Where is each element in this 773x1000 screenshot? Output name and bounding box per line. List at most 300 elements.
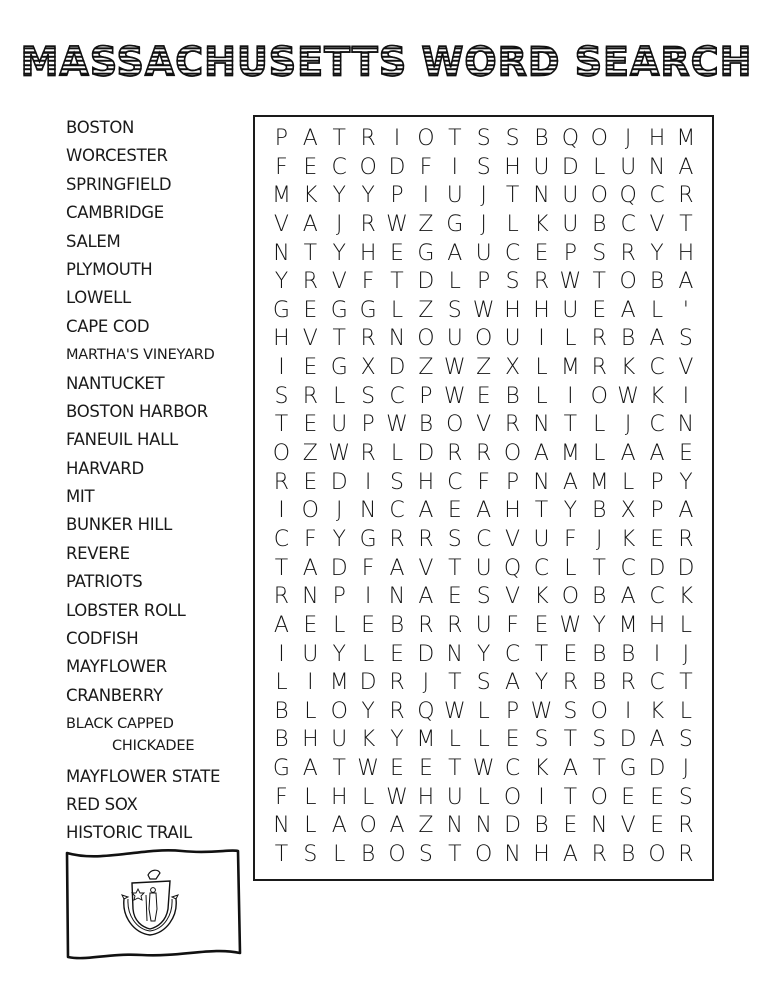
grid-cell[interactable]: F <box>304 526 317 552</box>
grid-cell[interactable]: L <box>390 441 404 467</box>
grid-cell[interactable]: F <box>477 469 490 495</box>
grid-cell[interactable]: C <box>504 756 521 782</box>
grid-cell[interactable]: R <box>273 584 290 610</box>
grid-cell[interactable]: H <box>330 784 348 810</box>
grid-cell[interactable]: O <box>417 126 435 151</box>
grid-cell[interactable]: A <box>418 498 434 524</box>
grid-cell[interactable]: J <box>335 498 343 524</box>
grid-cell[interactable]: G <box>272 297 290 323</box>
grid-cell[interactable]: R <box>591 842 607 868</box>
grid-cell[interactable]: E <box>650 813 664 839</box>
grid-cell[interactable]: S <box>563 698 578 724</box>
grid-cell[interactable]: F <box>564 526 577 552</box>
grid-cell[interactable]: A <box>447 240 463 266</box>
grid-cell[interactable]: E <box>650 526 664 552</box>
grid-cell[interactable]: C <box>389 498 405 524</box>
grid-cell[interactable]: A <box>678 154 694 180</box>
grid-cell[interactable]: M <box>589 469 609 495</box>
grid-cell[interactable]: C <box>649 355 665 381</box>
grid-cell[interactable]: B <box>534 813 549 839</box>
grid-cell[interactable]: T <box>274 412 289 438</box>
grid-cell[interactable]: U <box>562 297 579 323</box>
grid-cell[interactable]: B <box>592 641 607 667</box>
grid-cell[interactable]: Z <box>418 297 434 323</box>
grid-cell[interactable]: W <box>559 269 582 295</box>
grid-cell[interactable]: O <box>301 498 319 524</box>
grid-cell[interactable]: R <box>678 526 694 552</box>
grid-cell[interactable]: C <box>273 526 290 552</box>
grid-cell[interactable]: G <box>359 297 377 323</box>
grid-cell[interactable]: T <box>274 555 289 581</box>
grid-cell[interactable]: T <box>448 126 462 151</box>
grid-cell[interactable]: S <box>505 126 520 151</box>
grid-cell[interactable]: S <box>447 526 462 552</box>
grid-cell[interactable]: J <box>682 756 690 782</box>
grid-cell[interactable]: N <box>359 498 377 524</box>
grid-cell[interactable]: P <box>563 240 577 266</box>
grid-cell[interactable]: W <box>328 441 351 467</box>
grid-cell[interactable]: U <box>504 326 521 352</box>
grid-cell[interactable]: Q <box>417 698 435 724</box>
grid-cell[interactable]: H <box>648 612 666 638</box>
grid-cell[interactable]: Y <box>679 469 693 495</box>
grid-cell[interactable]: O <box>619 269 637 295</box>
grid-cell[interactable]: S <box>303 842 318 868</box>
grid-cell[interactable]: N <box>504 842 521 868</box>
grid-cell[interactable]: S <box>678 727 693 753</box>
grid-cell[interactable]: A <box>389 813 405 839</box>
grid-cell[interactable]: H <box>359 240 377 266</box>
grid-cell[interactable]: H <box>533 842 550 868</box>
grid-cell[interactable]: S <box>592 240 607 266</box>
grid-cell[interactable]: W <box>386 784 408 810</box>
grid-cell[interactable]: A <box>620 297 636 323</box>
grid-cell[interactable]: B <box>649 269 665 295</box>
grid-cell[interactable]: A <box>678 269 694 295</box>
grid-cell[interactable]: T <box>332 126 346 151</box>
grid-cell[interactable]: R <box>360 211 376 237</box>
grid-cell[interactable]: L <box>477 784 490 810</box>
grid-cell[interactable]: I <box>451 154 459 180</box>
grid-cell[interactable]: E <box>303 469 318 495</box>
grid-cell[interactable]: H <box>677 240 695 266</box>
grid-cell[interactable]: F <box>361 555 375 581</box>
grid-cell[interactable]: T <box>563 412 578 438</box>
grid-cell[interactable]: E <box>390 240 404 266</box>
grid-cell[interactable]: U <box>446 326 463 352</box>
grid-cell[interactable]: W <box>386 412 408 438</box>
grid-cell[interactable]: K <box>620 526 636 552</box>
grid-cell[interactable]: E <box>303 154 318 180</box>
grid-cell[interactable]: J <box>624 126 632 151</box>
grid-cell[interactable]: E <box>534 612 549 638</box>
grid-cell[interactable]: R <box>360 441 376 467</box>
grid-cell[interactable]: L <box>679 698 693 724</box>
grid-cell[interactable]: A <box>302 126 318 151</box>
grid-cell[interactable]: N <box>446 813 464 839</box>
grid-cell[interactable]: R <box>591 326 607 352</box>
grid-cell[interactable]: J <box>595 526 603 552</box>
grid-cell[interactable]: N <box>388 584 406 610</box>
grid-cell[interactable]: O <box>359 154 377 180</box>
grid-cell[interactable]: M <box>560 441 580 467</box>
grid-cell[interactable]: L <box>390 297 404 323</box>
grid-cell[interactable]: N <box>591 813 608 839</box>
grid-cell[interactable]: B <box>592 211 607 237</box>
grid-cell[interactable]: W <box>530 698 553 724</box>
grid-cell[interactable]: P <box>361 412 375 438</box>
grid-cell[interactable]: Y <box>592 612 606 638</box>
grid-cell[interactable]: R <box>678 183 694 209</box>
grid-cell[interactable]: N <box>533 183 550 209</box>
grid-cell[interactable]: D <box>359 670 377 696</box>
grid-cell[interactable]: T <box>592 269 606 295</box>
grid-cell[interactable]: I <box>307 670 314 696</box>
grid-cell[interactable]: A <box>302 555 318 581</box>
grid-cell[interactable]: V <box>331 269 347 295</box>
grid-cell[interactable]: U <box>475 555 492 581</box>
grid-cell[interactable]: O <box>503 784 522 810</box>
grid-cell[interactable]: T <box>679 211 693 237</box>
grid-cell[interactable]: D <box>417 641 435 667</box>
grid-cell[interactable]: U <box>562 183 579 209</box>
grid-cell[interactable]: D <box>504 813 522 839</box>
grid-cell[interactable]: G <box>272 756 290 782</box>
grid-cell[interactable]: N <box>475 813 492 839</box>
grid-cell[interactable]: O <box>561 584 580 610</box>
grid-cell[interactable]: O <box>590 126 608 151</box>
grid-cell[interactable]: R <box>504 412 521 438</box>
grid-cell[interactable]: L <box>361 641 375 667</box>
grid-cell[interactable]: B <box>620 326 636 352</box>
grid-cell[interactable]: N <box>648 154 666 180</box>
grid-cell[interactable]: R <box>562 670 578 696</box>
grid-cell[interactable]: P <box>274 126 289 151</box>
grid-cell[interactable]: R <box>302 383 318 409</box>
grid-cell[interactable]: G <box>417 240 435 266</box>
grid-cell[interactable]: L <box>361 784 375 810</box>
grid-cell[interactable]: W <box>443 355 466 381</box>
grid-cell[interactable]: D <box>388 355 406 381</box>
grid-cell[interactable]: I <box>567 383 574 409</box>
grid-cell[interactable]: A <box>302 756 318 782</box>
grid-cell[interactable]: P <box>332 584 346 610</box>
grid-cell[interactable]: W <box>472 756 495 782</box>
grid-cell[interactable]: F <box>275 154 288 180</box>
grid-cell[interactable]: V <box>302 326 318 352</box>
grid-cell[interactable]: Z <box>418 355 434 381</box>
grid-cell[interactable]: S <box>476 670 491 696</box>
grid-cell[interactable]: L <box>564 326 577 352</box>
grid-cell[interactable]: O <box>417 326 435 352</box>
grid-cell[interactable]: T <box>332 756 346 782</box>
grid-cell[interactable]: Y <box>332 240 346 266</box>
grid-cell[interactable]: C <box>649 412 665 438</box>
grid-cell[interactable]: W <box>386 211 408 237</box>
grid-cell[interactable]: B <box>592 670 607 696</box>
grid-cell[interactable]: L <box>593 441 606 467</box>
grid-cell[interactable]: W <box>472 297 495 323</box>
grid-cell[interactable]: I <box>682 383 690 409</box>
grid-cell[interactable]: D <box>648 555 666 581</box>
grid-cell[interactable]: O <box>388 842 406 868</box>
grid-cell[interactable]: L <box>333 842 346 868</box>
grid-cell[interactable]: B <box>505 383 520 409</box>
grid-cell[interactable]: C <box>649 183 665 209</box>
grid-cell[interactable]: P <box>505 698 520 724</box>
grid-cell[interactable]: A <box>620 441 636 467</box>
grid-cell[interactable]: E <box>447 584 462 610</box>
grid-cell[interactable]: U <box>562 211 579 237</box>
grid-cell[interactable]: E <box>678 441 693 467</box>
grid-cell[interactable]: D <box>388 154 406 180</box>
grid-cell[interactable]: V <box>476 412 492 438</box>
grid-cell[interactable]: R <box>620 240 636 266</box>
grid-cell[interactable]: P <box>477 269 491 295</box>
grid-cell[interactable]: A <box>649 326 665 352</box>
grid-cell[interactable]: E <box>592 297 607 323</box>
grid-cell[interactable]: L <box>535 355 548 381</box>
grid-cell[interactable]: L <box>593 412 606 438</box>
grid-cell[interactable]: R <box>591 355 607 381</box>
grid-cell[interactable]: R <box>418 526 434 552</box>
grid-cell[interactable]: A <box>418 584 434 610</box>
grid-cell[interactable]: H <box>273 326 290 352</box>
grid-cell[interactable]: O <box>648 842 666 868</box>
grid-cell[interactable]: N <box>533 469 550 495</box>
grid-cell[interactable]: S <box>505 269 520 295</box>
grid-cell[interactable]: B <box>274 698 289 724</box>
grid-cell[interactable]: T <box>303 240 318 266</box>
grid-cell[interactable]: Y <box>361 698 375 724</box>
grid-cell[interactable]: V <box>273 211 289 237</box>
grid-cell[interactable]: N <box>273 240 290 266</box>
grid-cell[interactable]: R <box>447 612 463 638</box>
grid-cell[interactable]: T <box>448 756 462 782</box>
grid-cell[interactable]: R <box>620 670 636 696</box>
grid-cell[interactable]: Y <box>563 498 578 524</box>
grid-cell[interactable]: L <box>448 269 461 295</box>
grid-cell[interactable]: N <box>388 326 406 352</box>
grid-cell[interactable]: B <box>418 412 434 438</box>
grid-cell[interactable]: E <box>418 756 433 782</box>
grid-cell[interactable]: A <box>331 813 347 839</box>
grid-cell[interactable]: O <box>590 784 608 810</box>
grid-cell[interactable]: T <box>448 842 462 868</box>
grid-cell[interactable]: U <box>446 183 463 209</box>
grid-cell[interactable]: U <box>302 641 319 667</box>
grid-cell[interactable]: C <box>620 555 636 581</box>
grid-cell[interactable]: A <box>649 441 665 467</box>
grid-cell[interactable]: A <box>533 441 549 467</box>
grid-cell[interactable]: L <box>535 383 548 409</box>
grid-cell[interactable]: Y <box>332 641 346 667</box>
grid-cell[interactable]: X <box>620 498 636 524</box>
grid-cell[interactable]: H <box>533 297 550 323</box>
grid-cell[interactable]: A <box>273 612 289 638</box>
grid-cell[interactable]: D <box>417 441 435 467</box>
grid-cell[interactable]: K <box>534 756 549 782</box>
grid-cell[interactable]: V <box>620 813 636 839</box>
grid-cell[interactable]: L <box>304 813 317 839</box>
grid-cell[interactable]: T <box>448 670 462 696</box>
grid-cell[interactable]: C <box>331 154 347 180</box>
grid-cell[interactable]: S <box>390 469 404 495</box>
grid-cell[interactable]: L <box>593 154 606 180</box>
grid-cell[interactable]: C <box>504 641 521 667</box>
grid-cell[interactable]: P <box>390 183 404 209</box>
grid-cell[interactable]: E <box>303 612 318 638</box>
grid-cell[interactable]: W <box>559 612 582 638</box>
grid-cell[interactable]: B <box>534 126 549 151</box>
grid-cell[interactable]: B <box>389 612 405 638</box>
grid-cell[interactable]: E <box>476 383 491 409</box>
grid-cell[interactable]: K <box>303 183 318 209</box>
grid-cell[interactable]: L <box>333 383 346 409</box>
grid-cell[interactable]: O <box>272 441 291 467</box>
grid-cell[interactable]: G <box>619 756 637 782</box>
grid-cell[interactable]: Z <box>418 813 434 839</box>
grid-cell[interactable]: I <box>538 784 545 810</box>
grid-cell[interactable]: I <box>422 183 430 209</box>
grid-cell[interactable]: L <box>622 469 635 495</box>
grid-cell[interactable]: R <box>678 813 694 839</box>
grid-cell[interactable]: X <box>505 355 521 381</box>
grid-cell[interactable]: L <box>304 784 317 810</box>
grid-cell[interactable]: F <box>506 612 519 638</box>
grid-cell[interactable]: J <box>422 670 430 696</box>
grid-cell[interactable]: Z <box>302 441 318 467</box>
grid-cell[interactable]: D <box>417 269 435 295</box>
grid-cell[interactable]: C <box>533 555 550 581</box>
grid-cell[interactable]: M <box>416 727 436 753</box>
grid-cell[interactable]: R <box>678 842 694 868</box>
grid-cell[interactable]: B <box>620 842 636 868</box>
grid-cell[interactable]: S <box>447 297 462 323</box>
grid-cell[interactable]: L <box>448 727 461 753</box>
grid-cell[interactable]: Y <box>332 183 346 209</box>
grid-cell[interactable]: P <box>650 498 664 524</box>
grid-cell[interactable]: P <box>650 469 664 495</box>
grid-cell[interactable]: I <box>278 355 285 381</box>
grid-cell[interactable]: H <box>417 469 435 495</box>
grid-cell[interactable]: U <box>475 612 492 638</box>
grid-cell[interactable]: O <box>359 813 377 839</box>
grid-cell[interactable]: L <box>506 211 519 237</box>
grid-cell[interactable]: T <box>592 555 606 581</box>
grid-cell[interactable]: H <box>302 727 319 753</box>
grid-cell[interactable]: R <box>476 441 492 467</box>
grid-cell[interactable]: C <box>620 211 636 237</box>
grid-cell[interactable]: C <box>475 526 492 552</box>
grid-cell[interactable]: E <box>505 727 520 753</box>
grid-cell[interactable]: U <box>446 784 463 810</box>
grid-cell[interactable]: L <box>650 297 664 323</box>
grid-cell[interactable]: Q <box>561 126 580 151</box>
grid-cell[interactable]: E <box>563 813 578 839</box>
grid-cell[interactable]: ' <box>682 297 689 323</box>
grid-cell[interactable]: C <box>504 240 521 266</box>
grid-cell[interactable]: Y <box>650 240 664 266</box>
grid-cell[interactable]: Y <box>361 183 375 209</box>
grid-cell[interactable]: O <box>475 842 493 868</box>
grid-cell[interactable]: Q <box>503 555 522 581</box>
grid-cell[interactable]: B <box>360 842 376 868</box>
grid-cell[interactable]: B <box>620 641 636 667</box>
grid-cell[interactable]: L <box>304 698 317 724</box>
grid-cell[interactable]: T <box>563 727 578 753</box>
grid-cell[interactable]: O <box>590 183 608 209</box>
grid-cell[interactable]: S <box>361 383 376 409</box>
grid-cell[interactable]: K <box>678 584 694 610</box>
grid-cell[interactable]: U <box>620 154 637 180</box>
grid-cell[interactable]: U <box>533 154 550 180</box>
grid-cell[interactable]: L <box>564 555 577 581</box>
grid-cell[interactable]: T <box>534 498 549 524</box>
grid-cell[interactable]: C <box>447 469 463 495</box>
grid-cell[interactable]: R <box>389 698 405 724</box>
grid-cell[interactable]: T <box>534 641 549 667</box>
grid-cell[interactable]: T <box>563 784 578 810</box>
grid-cell[interactable]: N <box>302 584 319 610</box>
grid-cell[interactable]: H <box>504 297 521 323</box>
grid-cell[interactable]: E <box>390 756 404 782</box>
grid-cell[interactable]: V <box>649 211 665 237</box>
grid-cell[interactable]: E <box>650 784 664 810</box>
grid-cell[interactable]: L <box>477 698 490 724</box>
grid-cell[interactable]: U <box>331 412 348 438</box>
grid-cell[interactable]: A <box>505 670 521 696</box>
grid-cell[interactable]: I <box>624 698 632 724</box>
grid-cell[interactable]: S <box>678 326 693 352</box>
grid-cell[interactable]: B <box>274 727 289 753</box>
grid-cell[interactable]: K <box>360 727 376 753</box>
grid-cell[interactable]: R <box>533 269 550 295</box>
grid-cell[interactable]: I <box>393 126 401 151</box>
grid-cell[interactable]: N <box>677 412 695 438</box>
grid-cell[interactable]: L <box>679 612 693 638</box>
grid-cell[interactable]: M <box>271 183 291 209</box>
grid-cell[interactable]: T <box>274 842 289 868</box>
grid-cell[interactable]: J <box>624 412 632 438</box>
grid-cell[interactable]: S <box>476 126 491 151</box>
grid-cell[interactable]: Y <box>332 526 346 552</box>
grid-cell[interactable]: O <box>446 412 464 438</box>
grid-cell[interactable]: E <box>390 641 404 667</box>
grid-cell[interactable]: P <box>419 383 433 409</box>
grid-cell[interactable]: I <box>364 469 372 495</box>
grid-cell[interactable]: D <box>330 555 348 581</box>
grid-cell[interactable]: W <box>443 698 466 724</box>
grid-cell[interactable]: S <box>274 383 289 409</box>
grid-cell[interactable]: W <box>443 383 466 409</box>
grid-cell[interactable]: B <box>592 584 607 610</box>
grid-cell[interactable]: K <box>649 698 665 724</box>
grid-cell[interactable]: V <box>505 584 521 610</box>
grid-cell[interactable]: T <box>592 756 606 782</box>
grid-cell[interactable]: E <box>303 297 318 323</box>
grid-cell[interactable]: V <box>505 526 521 552</box>
grid-cell[interactable]: E <box>621 784 636 810</box>
grid-cell[interactable]: H <box>417 784 435 810</box>
grid-cell[interactable]: G <box>359 526 377 552</box>
grid-cell[interactable]: A <box>649 727 665 753</box>
grid-cell[interactable]: K <box>534 211 549 237</box>
grid-cell[interactable]: Q <box>619 183 637 209</box>
grid-cell[interactable]: Y <box>274 269 289 295</box>
grid-cell[interactable]: G <box>330 297 348 323</box>
grid-cell[interactable]: M <box>676 126 696 151</box>
